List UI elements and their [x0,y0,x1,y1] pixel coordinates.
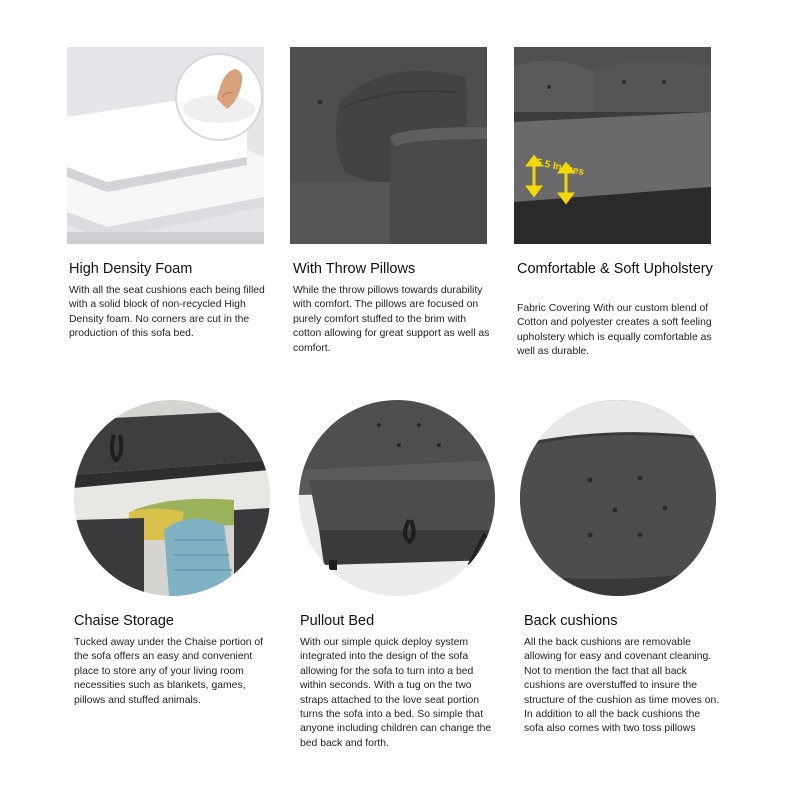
foam-block-icon [67,47,264,244]
feature-title: With Throw Pillows [293,261,416,277]
measurement-label: 5.5 Inches [535,157,585,178]
feature-description: Fabric Covering With our custom blend of Cotton and polyester creates a soft feeling upholstery which is equally comfortable as well as durable. [517,303,712,358]
feature-title: Pullout Bed [300,613,375,629]
back-cushion-icon [520,400,716,596]
sofa-pillow-icon [290,47,487,244]
feature-title: Back cushions [524,613,618,629]
feature-description: Tucked away under the Chaise portion of the sofa offers an easy and convenient place to store any of your living room necessities such as blankets, games, pillows and stuffed animals. [74,637,264,706]
upholstery-icon [514,47,711,244]
feature-description: With our simple quick deploy system integrated into the design of the sofa allowing for the sofa to turn into a bed within seconds. With a tug on the two straps attached to the love seat portion turns the sofa into a bed. So simple that anyone including children can change the bed back and forth. [300,637,492,749]
feature-title: High Density Foam [69,261,193,277]
pullout-bed-icon [299,400,495,596]
feature-description: All the back cushions are removable allowing for easy and covenant cleaning. Not to mention the fact that all back cushions are overstuffed to insure the structure of the cushion as time moves on. In addition to all the back cushions the sofa also comes with two toss pillows [524,637,720,735]
feature-title: Chaise Storage [74,613,174,629]
feature-title: Comfortable & Soft Upholstery [517,261,713,277]
feature-description: With all the seat cushions each being filled with a solid block of non-recycled High Density foam. No corners are cut in the production of this sofa bed. [69,285,265,340]
storage-chaise-icon [74,400,270,596]
feature-description: While the throw pillows towards durability with comfort. The pillows are focused on purely comfort stuffed to the brim with cotton allowing for great support as well as comfort. [293,285,490,354]
